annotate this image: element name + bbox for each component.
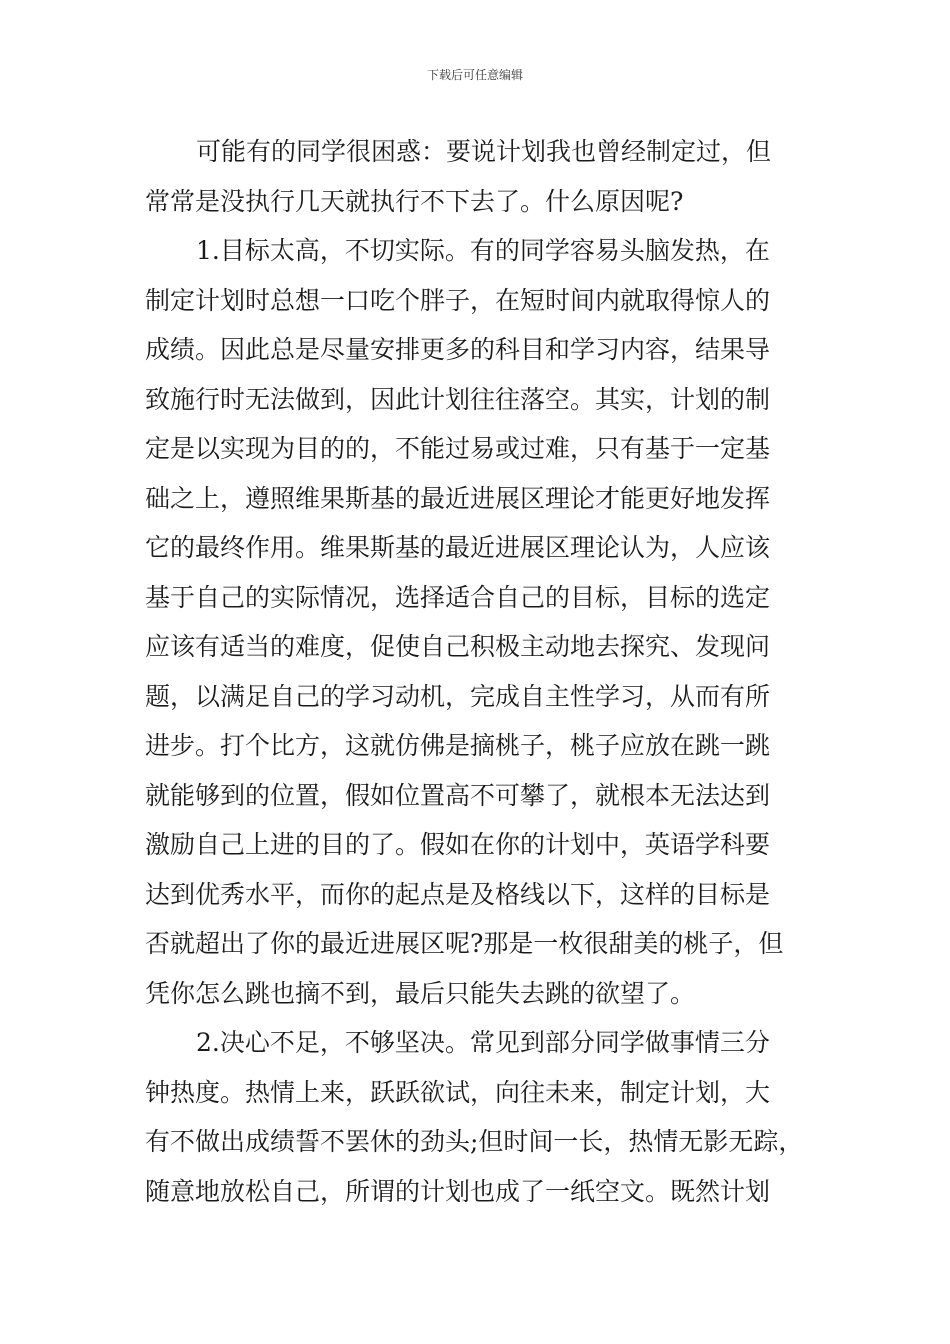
text-line: 凭你怎么跳也摘不到，最后只能失去跳的欲望了。 [145,978,696,1008]
text-line: 达到优秀水平，而你的起点是及格线以下，这样的目标是 [145,879,771,909]
text-line: 致施行时无法做到，因此计划往往落空。其实，计划的制 [145,384,771,414]
text-line: 进步。打个比方，这就仿佛是摘桃子，桃子应放在跳一跳 [145,731,771,760]
text-line: 2.决心不足，不够坚决。常见到部分同学做事情三分 [196,1028,770,1057]
text-line: 它的最终作用。维果斯基的最近进展区理论认为，人应该 [145,533,771,562]
text-line: 否就超出了你的最近进展区呢?那是一枚很甜美的桃子，但 [145,929,784,958]
text-line: 有不做出成绩誓不罢休的劲头;但时间一长，热情无影无踪， [145,1127,804,1156]
text-line: 钟热度。热情上来，跃跃欲试，向往未来，制定计划，大 [145,1077,771,1107]
text-line: 就能够到的位置，假如位置高不可攀了，就根本无法达到 [145,780,771,810]
text-line: 定是以实现为目的的，不能过易或过难，只有基于一定基 [145,434,771,463]
text-line: 制定计划时总想一口吃个胖子，在短时间内就取得惊人的 [145,285,771,315]
text-line: 题，以满足自己的学习动机，完成自主性学习，从而有所 [145,681,771,711]
text-line: 成绩。因此总是尽量安排更多的科目和学习内容，结果导 [145,335,771,364]
page-header: 下载后可任意编辑 [426,68,523,82]
text-line: 激励自己上进的目的了。假如在你的计划中，英语学科要 [145,830,771,859]
text-line: 础之上，遵照维果斯基的最近进展区理论才能更好地发挥 [145,483,771,513]
document-body [145,127,835,1216]
text-line: 常常是没执行几天就执行不下去了。什么原因呢? [145,186,684,216]
text-line: 基于自己的实际情况，选择适合自己的目标，目标的选定 [145,582,771,612]
text-line: 随意地放松自己，所谓的计划也成了一纸空文。既然计划 [145,1176,771,1206]
text-line: 可能有的同学很困惑：要说计划我也曾经制定过，但 [196,137,772,166]
text-line: 1.目标太高，不切实际。有的同学容易头脑发热，在 [196,236,770,265]
text-line: 应该有适当的难度，促使自己积极主动地去探究、发现问 [145,632,771,661]
